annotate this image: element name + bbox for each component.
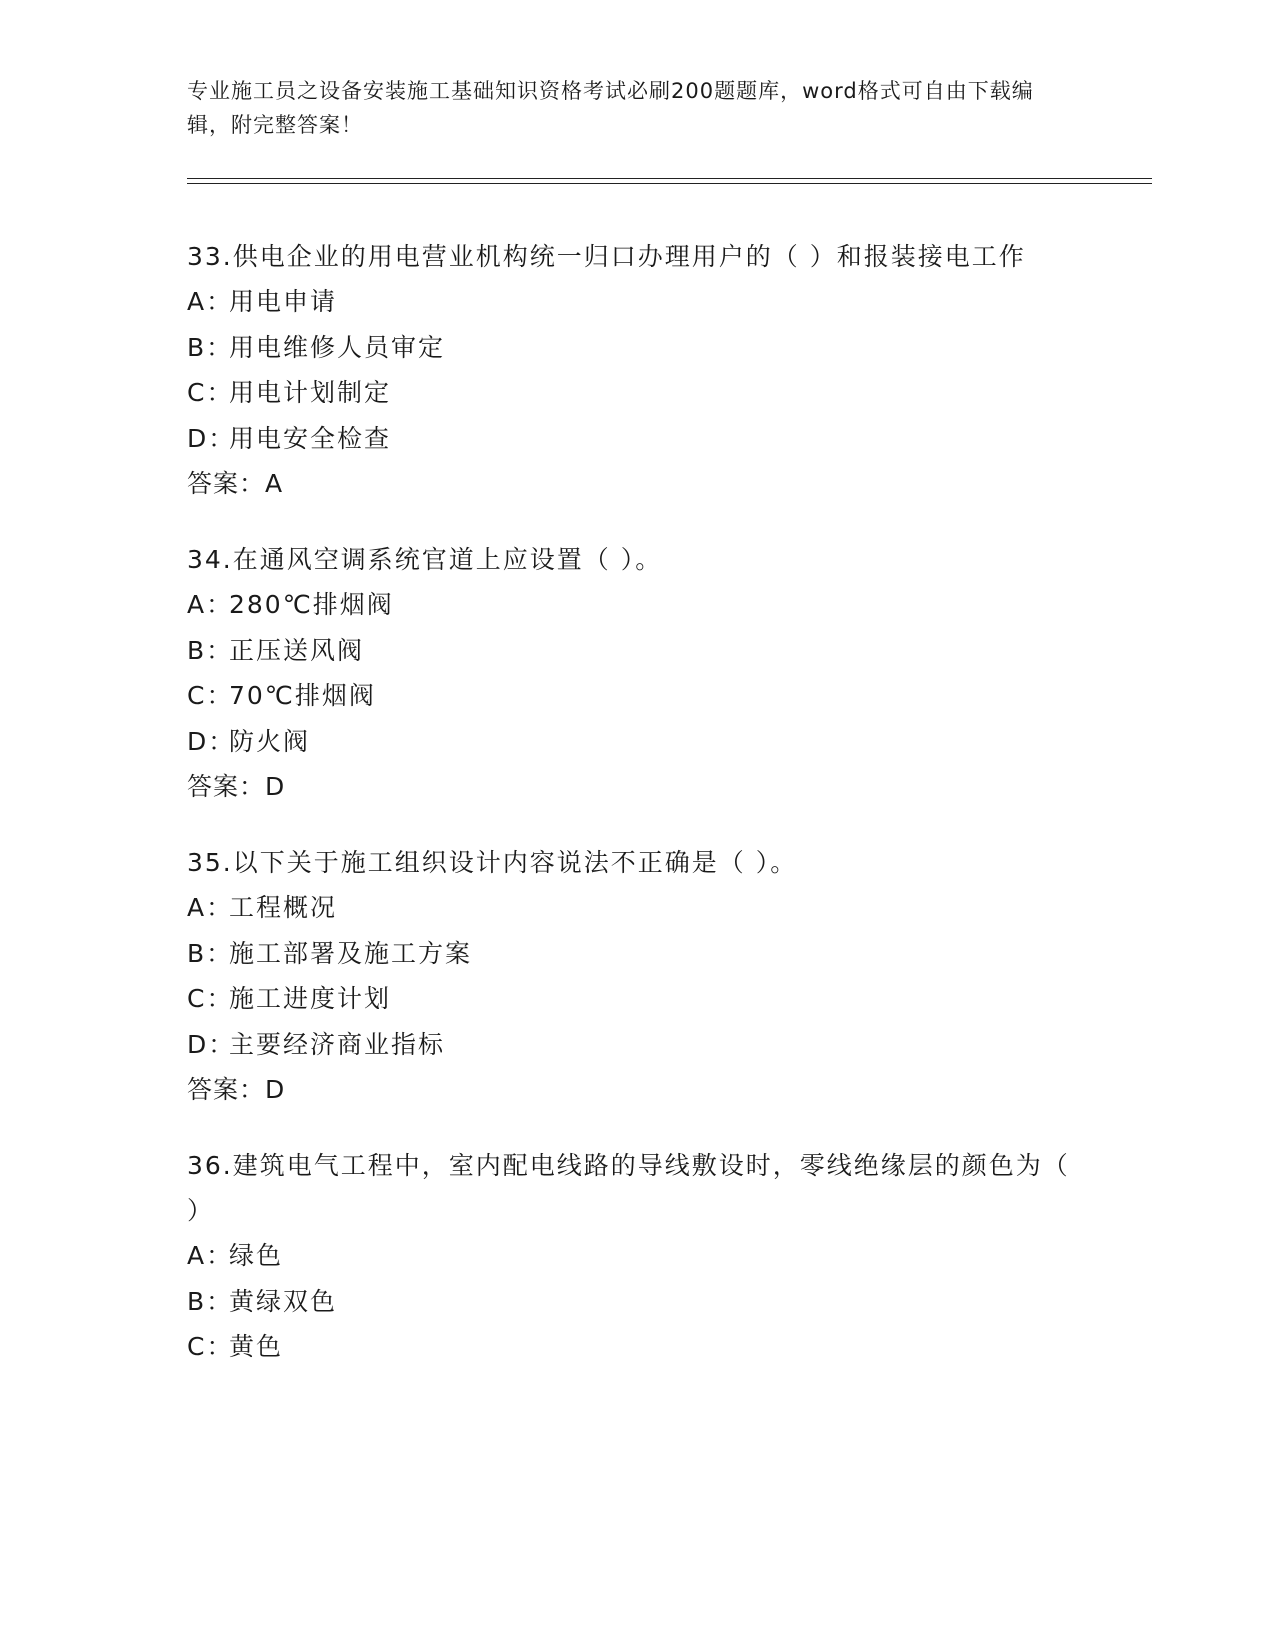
option-text: 正压送风阀 xyxy=(229,635,365,665)
option-letter: D： xyxy=(187,726,236,756)
option-b xyxy=(187,325,1087,371)
question-stem: 35.以下关于施工组织设计内容说法不正确是（ ）。 xyxy=(187,848,798,877)
option-text: 用电安全检查 xyxy=(229,423,392,453)
option-letter: A： xyxy=(187,287,234,316)
option-b xyxy=(187,628,1087,674)
question-36 xyxy=(187,1143,1087,1370)
option-letter: C： xyxy=(187,984,234,1013)
question-stem: 36.建筑电气工程中，室内配电线路的导线敷设时，零线绝缘层的颜色为（ ） xyxy=(187,1151,1070,1225)
option-letter: A： xyxy=(187,893,234,922)
option-letter: B： xyxy=(187,938,234,968)
option-a xyxy=(187,582,1087,628)
option-letter: A： xyxy=(187,1241,234,1270)
header-divider-top xyxy=(187,178,1152,179)
option-letter: B： xyxy=(187,635,234,665)
answer-line: 答案：D xyxy=(187,1075,286,1104)
option-d xyxy=(187,719,1087,765)
answer-line: 答案：D xyxy=(187,772,286,801)
option-a xyxy=(187,885,1087,931)
question-stem: 33.供电企业的用电营业机构统一归口办理用户的（ ）和报装接电工作 xyxy=(187,242,1026,271)
option-text: 黄绿双色 xyxy=(229,1286,338,1316)
option-d xyxy=(187,1022,1087,1068)
option-b xyxy=(187,931,1087,977)
question-stem: 34.在通风空调系统官道上应设置（ ）。 xyxy=(187,545,663,574)
question-33 xyxy=(187,234,1087,507)
header-divider-bottom xyxy=(187,183,1152,184)
option-c xyxy=(187,1324,1087,1370)
question-list xyxy=(187,234,1087,1400)
document-header: 专业施工员之设备安装施工基础知识资格考试必刷200题题库，word格式可自由下载编辑，附完整答案！ xyxy=(187,79,1034,137)
option-letter: C： xyxy=(187,378,234,407)
option-letter: C： xyxy=(187,1332,234,1361)
option-text: 黄色 xyxy=(229,1332,284,1361)
option-c xyxy=(187,976,1087,1022)
option-c xyxy=(187,370,1087,416)
option-a xyxy=(187,279,1087,325)
question-34 xyxy=(187,537,1087,810)
option-letter: C： xyxy=(187,681,234,710)
option-text: 施工进度计划 xyxy=(229,984,392,1013)
option-text: 主要经济商业指标 xyxy=(229,1029,446,1059)
answer-line: 答案：A xyxy=(187,469,284,498)
option-c xyxy=(187,673,1087,719)
option-letter: B： xyxy=(187,1286,234,1316)
option-letter: A： xyxy=(187,590,234,619)
option-text: 280℃排烟阀 xyxy=(229,590,394,619)
option-text: 绿色 xyxy=(229,1241,284,1270)
option-text: 施工部署及施工方案 xyxy=(229,938,473,968)
option-text: 用电维修人员审定 xyxy=(229,332,446,362)
option-b xyxy=(187,1279,1087,1325)
option-text: 防火阀 xyxy=(229,726,311,756)
option-letter: D： xyxy=(187,1029,236,1059)
option-a xyxy=(187,1233,1087,1279)
option-letter: B： xyxy=(187,332,234,362)
option-text: 用电计划制定 xyxy=(229,378,392,407)
option-d xyxy=(187,416,1087,462)
option-text: 70℃排烟阀 xyxy=(229,681,376,710)
option-text: 用电申请 xyxy=(229,287,338,316)
option-text: 工程概况 xyxy=(229,893,338,922)
question-35 xyxy=(187,840,1087,1113)
option-letter: D： xyxy=(187,423,236,453)
